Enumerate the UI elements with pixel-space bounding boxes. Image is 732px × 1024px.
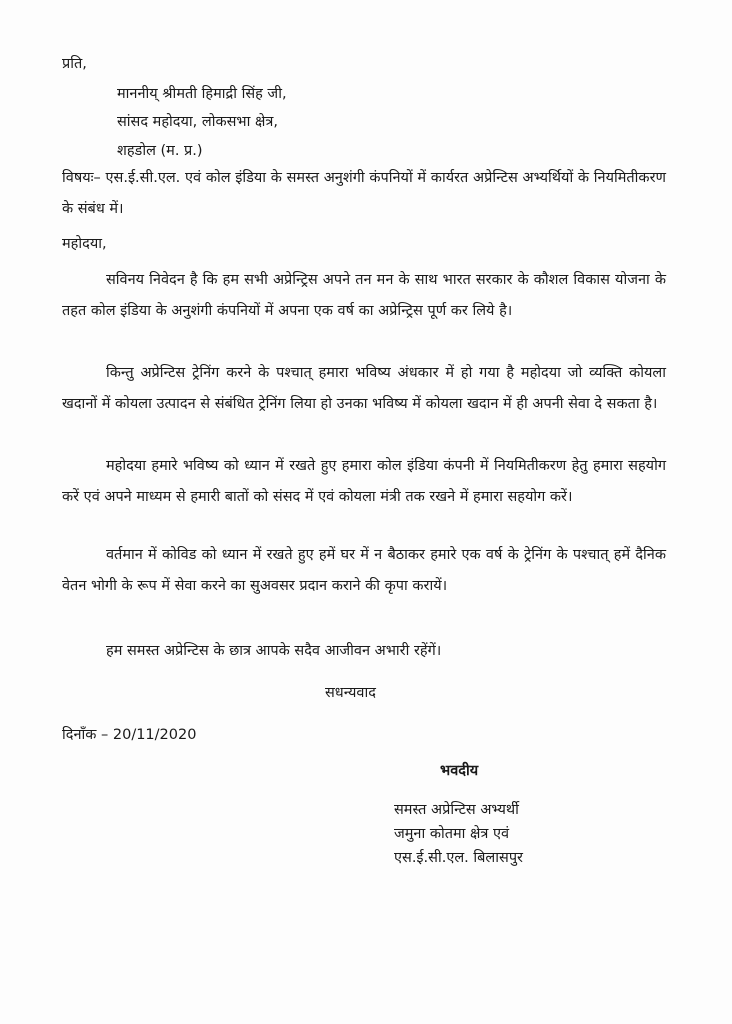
salutation: महोदया, <box>62 236 107 252</box>
gratitude-line: हम समस्त अप्रेन्टिस के छात्र आपके सदैव आजीवन अभारी रहेंगें। <box>106 643 442 659</box>
subject-line: विषयः– एस.ई.सी.एल. एवं कोल इंडिया के समस्त अनुशंगी कंपनियों में कार्यरत अप्रेन्टिस अभ्यर्थियों के नियमितीकरण के संबंध में। <box>62 170 666 217</box>
to-label: प्रति, <box>62 56 87 72</box>
signatory-line-3: एस.ई.सी.एल. बिलासपुर <box>394 850 523 866</box>
date-line: दिनाँक – 20/11/2020 <box>62 727 197 743</box>
signatory-line-1: समस्त अप्रेन्टिस अभ्यर्थी <box>394 802 519 818</box>
paragraph-3: महोदया हमारे भविष्य को ध्यान में रखते हुए हमारा कोल इंडिया कंपनी में नियमितीकरण हेतु हमारा सहयोग करें एवं अपने माध्यम से हमारी बातों को संसद में एवं कोयला मंत्री तक रखने में हमारा सहयोग करें। <box>62 458 666 505</box>
addressee-place: शहडोल (म. प्र.) <box>117 143 203 159</box>
paragraph-1: सविनय निवेदन है कि हम सभी अप्रेन्ट्रिस अपने तन मन के साथ भारत सरकार के कौशल विकास योजना के तहत कोल इंडिया के अनुशंगी कंपनियों में अपना एक वर्ष का अप्रेन्ट्रिस पूर्ण कर लिये है। <box>62 272 666 319</box>
paragraph-2: किन्तु अप्रेन्टिस ट्रेनिंग करने के पश्चात् हमारा भविष्य अंधकार में हो गया है महोदया जो व्यक्ति कोयला खदानों में कोयला उत्पादन से संबंधित ट्रेनिंग लिया हो उनका भविष्य में कोयला खदान में ही अपनी सेवा दे सकता है। <box>62 365 666 412</box>
paragraph-4: वर्तमान में कोविड को ध्यान में रखते हुए हमें घर में न बैठाकर हमारे एक वर्ष के ट्रेनिंग के पश्चात् हमें दैनिक वेतन भोगी के रूप में सेवा करने का सुअवसर प्रदान कराने की कृपा करायें। <box>62 547 666 594</box>
addressee-name: माननीय् श्रीमती हिमाद्री सिंह जी, <box>117 86 287 102</box>
signatory-line-2: जमुना कोतमा क्षेत्र एवं <box>394 826 510 842</box>
thanks-line: सधन्यवाद <box>325 685 376 701</box>
addressee-designation: सांसद महोदया, लोकसभा क्षेत्र, <box>117 114 278 130</box>
closing-line: भवदीय <box>440 763 479 779</box>
